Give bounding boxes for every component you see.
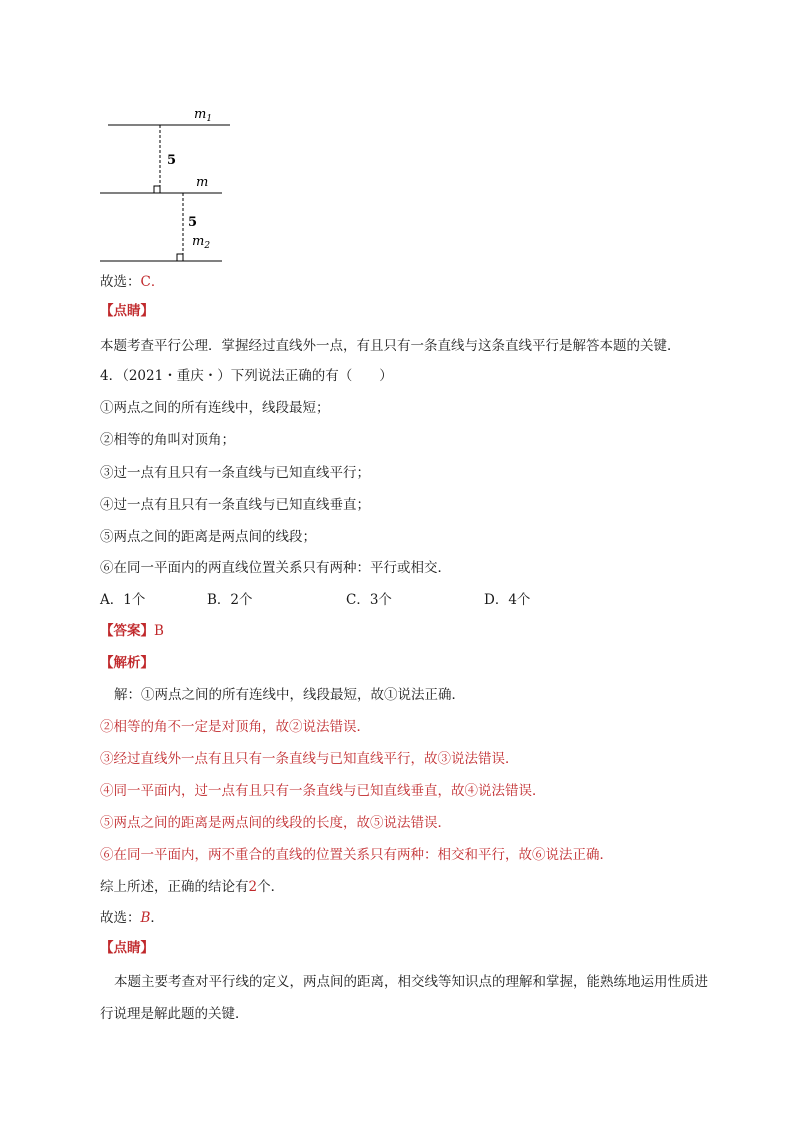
q3-dianjing-text: 本题考查平行公理．掌握经过直线外一点，有且只有一条直线与这条直线平行是解答本题的关键． [100,338,681,354]
q3-answer-select: 故选：C． [100,274,165,290]
label-m: m [196,175,209,190]
q4-select: 故选：B． [100,910,164,926]
parallel-lines-figure [95,100,245,270]
distance-top-label: 5 [167,153,177,168]
option-a: A．1个 [100,592,146,608]
q4-analysis-line-2: ②相等的角不一定是对顶角，故②说法错误． [100,719,370,735]
q4-statement-2: ②相等的角叫对顶角； [100,432,235,448]
distance-bottom-label: 5 [188,215,198,230]
q4-analysis-first: 解：①两点之间的所有连线中，线段最短，故①说法正确． [114,687,465,703]
option-d: D．4个 [484,592,531,608]
q4-analysis-line-3: ③经过直线外一点有且只有一条直线与已知直线平行，故③说法错误． [100,751,519,767]
q4-statement-5: ⑤两点之间的距离是两点间的线段； [100,529,316,545]
q4-dianjing-text-1: 本题主要考查对平行线的定义，两点间的距离，相交线等知识点的理解和掌握，能熟练地运用性质进 [114,974,708,990]
label-m2: $m_2$ [192,234,211,251]
q4-statement-1: ①两点之间的所有连线中，线段最短； [100,400,330,416]
q4-statement-4: ④过一点有且只有一条直线与已知直线垂直； [100,497,370,513]
q4-analysis-line-5: ⑤两点之间的距离是两点间的线段的长度，故⑤说法错误． [100,815,451,831]
q4-statement-3: ③过一点有且只有一条直线与已知直线平行； [100,465,370,481]
q4-analysis-line-4: ④同一平面内，过一点有且只有一条直线与已知直线垂直，故④说法错误． [100,783,546,799]
option-b: B．2个 [207,592,253,608]
option-c: C．3个 [346,592,392,608]
q3-dianjing-label: 【点睛】 [100,303,154,319]
q4-statement-6: ⑥在同一平面内的两直线位置关系只有两种：平行或相交． [100,560,451,576]
q4-options [100,590,530,610]
q4-summary: 综上所述，正确的结论有2个． [100,879,285,895]
q4-dianjing-label: 【点睛】 [100,940,154,956]
q4-analysis-line-6: ⑥在同一平面内，两不重合的直线的位置关系只有两种：相交和平行，故⑥说法正确． [100,847,613,863]
q4-dianjing-text-2: 行说理是解此题的关键． [100,1006,249,1022]
q4-analysis-label: 【解析】 [100,655,154,671]
right-angle-mark-bottom [177,254,183,261]
q4-answer: 【答案】B [100,623,164,639]
q4-question: 4．（2021・重庆・）下列说法正确的有（ ） [100,368,393,384]
right-angle-mark-top [154,186,160,193]
label-m1: $m_1$ [194,107,213,124]
